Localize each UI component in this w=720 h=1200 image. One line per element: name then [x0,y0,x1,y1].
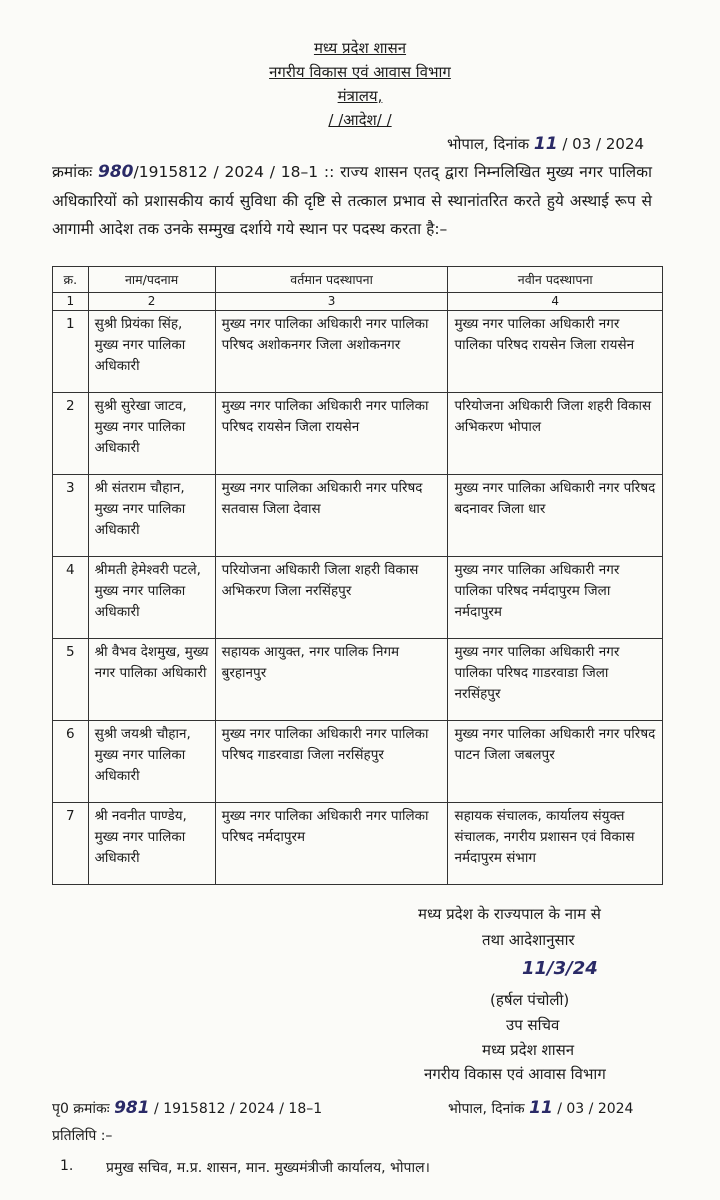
col-number: 4 [448,293,663,311]
endorsement-ref: पृ0 क्रमांकः 981 / 1915812 / 2024 / 18–1 [52,1098,323,1118]
row-current-posting: मुख्य नगर पालिका अधिकारी नगर पालिका परिषद रायसेन जिला रायसेन [215,393,448,475]
row-current-posting: सहायक आयुक्त, नगर पालिक निगम बुरहानपुर [215,639,448,721]
table-col-number-row [53,293,663,311]
header-department: नगरीय विकास एवं आवास विभाग [269,63,451,81]
row-new-posting: परियोजना अधिकारी जिला शहरी विकास अभिकरण भोपाल [448,393,663,475]
table-row [53,311,663,393]
date-day-handwritten: 11 [533,134,558,154]
order-reference: /1915812 / 2024 / 18–1 [133,163,319,181]
row-new-posting: मुख्य नगर पालिका अधिकारी नगर पालिका परिषद रायसेन जिला रायसेन [448,311,663,393]
row-current-posting: परियोजना अधिकारी जिला शहरी विकास अभिकरण जिला नरसिंहपुर [215,557,448,639]
table-row [53,475,663,557]
table-header-row [53,267,663,293]
signatory-department: नगरीय विकास एवं आवास विभाग [424,1065,606,1083]
row-name: श्री संतराम चौहान, मुख्य नगर पालिका अधिकारी [88,475,215,557]
row-current-posting: मुख्य नगर पालिका अधिकारी नगर पालिका परिषद नर्मदापुरम [215,803,448,885]
order-number-label: क्रमांकः [52,163,93,181]
col-header-name: नाम/पदनाम [88,267,215,293]
col-number: 2 [88,293,215,311]
row-sn: 2 [53,393,89,475]
row-sn: 7 [53,803,89,885]
row-current-posting: मुख्य नगर पालिका अधिकारी नगर परिषद सतवास जिला देवास [215,475,448,557]
row-name: सुश्री सुरेखा जाटव, मुख्य नगर पालिका अधिकारी [88,393,215,475]
row-name: श्री वैभव देशमुख, मुख्य नगर पालिका अधिकारी [88,639,215,721]
row-sn: 3 [53,475,89,557]
row-new-posting: मुख्य नगर पालिका अधिकारी नगर पालिका परिषद नर्मदापुरम जिला नर्मदापुरम [448,557,663,639]
header-ministry: मंत्रालय, [337,87,383,105]
row-name: श्री नवनीत पाण्डेय, मुख्य नगर पालिका अधिकारी [88,803,215,885]
header-order: / /आदेश/ / [328,111,392,129]
row-sn: 6 [53,721,89,803]
row-sn: 1 [53,311,89,393]
table-row [53,393,663,475]
row-name: सुश्री जयश्री चौहान, मुख्य नगर पालिका अधिकारी [88,721,215,803]
row-sn: 4 [53,557,89,639]
order-text: :: राज्य शासन एतद् द्वारा निम्नलिखित मुख्य नगर पालिका अधिकारियों को प्रशासकीय कार्य सुविधा की दृष्टि से तत्काल प्रभाव से स्थानांतरित करते हुये अस्थाई रूप से आगामी आदेश तक उनके सम्मुख दर्शाये गये स्थान पर पदस्थ करता है:– [52,163,653,238]
col-number: 1 [53,293,89,311]
endorsement-date: भोपाल, दिनांक 11 / 03 / 2024 [448,1098,634,1118]
row-name: सुश्री प्रियंका सिंह, मुख्य नगर पालिका अधिकारी [88,311,215,393]
signatory-name: (हर्षल पंचोली) [490,991,570,1009]
signature-line2: तथा आदेशानुसार [482,931,575,949]
row-new-posting: मुख्य नगर पालिका अधिकारी नगर परिषद पाटन जिला जबलपुर [448,721,663,803]
table-row [53,639,663,721]
signatory-designation: उप सचिव [506,1016,560,1034]
row-new-posting: सहायक संचालक, कार्यालय संयुक्त संचालक, नगरीय प्रशासन एवं विकास नर्मदापुरम संभाग [448,803,663,885]
order-paragraph [52,158,652,244]
copy-item-text: प्रमुख सचिव, म.प्र. शासन, मान. मुख्यमंत्रीजी कार्यालय, भोपाल। [106,1160,430,1176]
col-header-current: वर्तमान पदस्थापना [215,267,448,293]
row-sn: 5 [53,639,89,721]
row-new-posting: मुख्य नगर पालिका अधिकारी नगर पालिका परिषद गाडरवाडा जिला नरसिंहपुर [448,639,663,721]
transfer-table [52,266,663,885]
table-row [53,803,663,885]
table-row [53,721,663,803]
endorsement-day-handwritten: 11 [529,1098,553,1118]
copy-item-number: 1. [60,1158,74,1174]
table-row [53,557,663,639]
row-new-posting: मुख्य नगर पालिका अधिकारी नगर परिषद बदनावर जिला धार [448,475,663,557]
header-government: मध्य प्रदेश शासन [313,39,407,57]
copy-label: प्रतिलिपि :– [52,1128,113,1144]
col-header-sn: क्र. [53,267,89,293]
endorsement-number-handwritten: 981 [114,1098,150,1118]
row-current-posting: मुख्य नगर पालिका अधिकारी नगर पालिका परिषद गाडरवाडा जिला नरसिंहपुर [215,721,448,803]
signature-line1: मध्य प्रदेश के राज्यपाल के नाम से [418,905,601,923]
signatory-government: मध्य प्रदेश शासन [482,1041,575,1059]
row-name: श्रीमती हेमेश्वरी पटले, मुख्य नगर पालिका अधिकारी [88,557,215,639]
signature-scrawl: 11/3/24 [522,958,598,979]
col-number: 3 [215,293,448,311]
col-header-new: नवीन पदस्थापना [448,267,663,293]
date-line: भोपाल, दिनांक 11 / 03 / 2024 [447,134,645,154]
order-number-handwritten: 980 [98,162,134,182]
row-current-posting: मुख्य नगर पालिका अधिकारी नगर पालिका परिषद अशोकनगर जिला अशोकनगर [215,311,448,393]
